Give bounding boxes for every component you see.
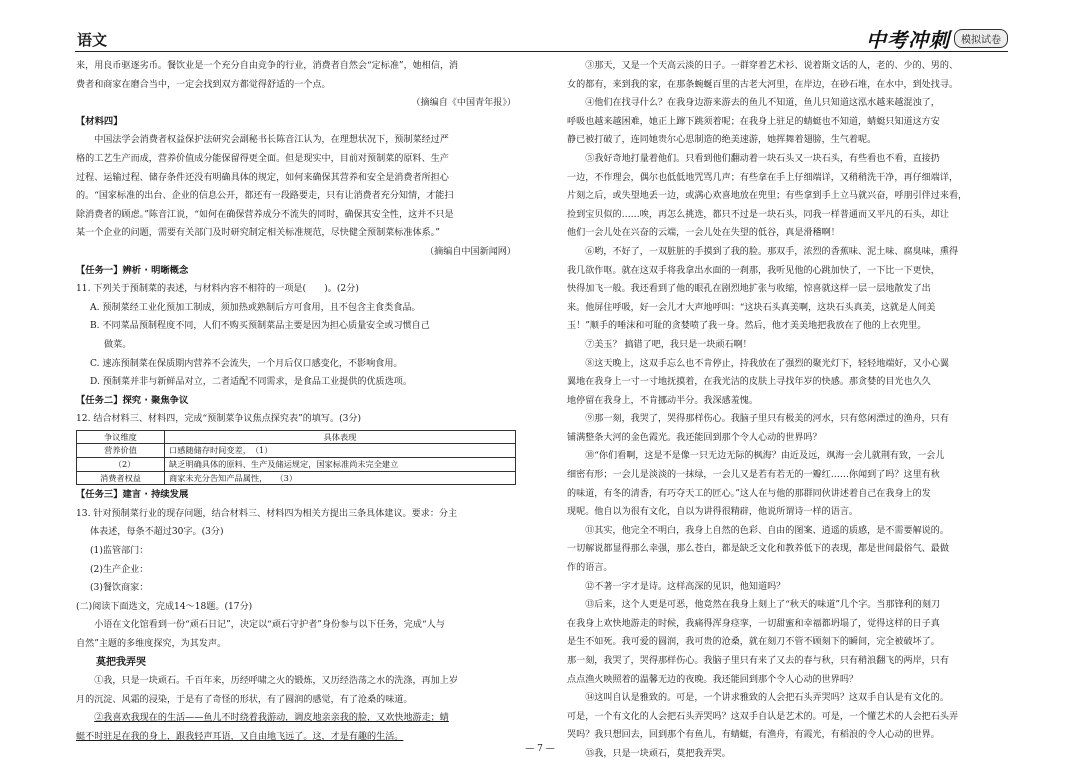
material-four-label: 【材料四】 [76, 115, 123, 127]
left-column [76, 57, 516, 747]
essay-paragraph: 捡到宝贝似的……唉，再怎么挑选，都只不过是一块石头，同我一样普通而又平凡的石头，却让 [567, 209, 949, 220]
option-b-cont: 做菜。 [104, 339, 132, 350]
essay-paragraph: 片刻之后，或失望地丢一边，或满心欢喜地放在兜里；有些拿到手上立马就兴奋，呼朋引伴过来看， [567, 191, 968, 202]
brand-title: 中考冲刺 [866, 28, 950, 52]
essay-paragraph: ⑮我，只是一块顽石，莫把我弄哭。 [585, 748, 731, 759]
essay-paragraph: 玉！”顺手的唾沫和可耻的贪婪喷了我一身。然后，他才美美地把我放在了他的上衣兜里。 [567, 321, 927, 332]
essay-paragraph: ⑥哟，不好了，一双脏脏的手摸到了我的脸。那双手，浓烈的香蕉味、泥土味、腐臭味，熏得 [585, 246, 959, 257]
essay-paragraph: 那一刻，我哭了，哭得那样伤心。我脑子里只有来了又去的春与秋，只有稍浪翻飞的两岸，只有 [567, 656, 949, 666]
essay-paragraph: 女的都有，来到我的家，在那条蜿蜒百里的古老大河里，在岸边，在砂石堆，在水中，到处找寻。 [567, 79, 959, 90]
essay-paragraph: 点点渔火映照着的温馨无边的夜晚。我还能回到那个令人心动的世界吗？ [567, 674, 859, 685]
essay-paragraph: ⑭这叫自认是雅致的。可是，一个讲求雅致的人会把石头弄哭吗？这双手自认是有文化的。 [585, 693, 949, 704]
answer-slot-merchant: (3)餐饮商家： [90, 583, 149, 594]
essay-paragraph: 作的语言。 [567, 563, 613, 574]
question-11: 11. 下列关于预制菜的表述，与材料内容不相符的一项是( )。(2分) [76, 284, 359, 295]
essay-paragraph: 他们一会儿处在兴奋的云端，一会儿处在失望的低谷，真是滑稽啊！ [567, 228, 840, 239]
task-three-heading: 【任务三】建言 · 持续发展 [76, 489, 189, 501]
dimension-cell: 营养价值 [77, 444, 165, 458]
essay-paragraph: 在我身上欢快地游走的时候，我痛得浑身痉挛，一切甜蜜和幸福都坍塌了，觉得这样的日子真 [567, 618, 940, 629]
essay-paragraph: 铺满整条大河的金色霞光。我还能回到那个令人心动的世界吗？ [567, 432, 822, 443]
brand-tag: 模拟试卷 [954, 29, 1008, 48]
task-one-heading: 【任务一】辨析 · 明晰概念 [76, 264, 189, 276]
task-two-heading: 【任务二】探究 · 聚焦争议 [76, 394, 189, 406]
table-row [77, 458, 516, 472]
essay-paragraph: 我几欲作呕。就在这双手将我拿出水面的一刹那，我听见他的心跳加快了，一下比一下更快， [567, 265, 940, 276]
table-row [77, 444, 516, 458]
essay-paragraph: ⑬后来，这个人更是可恶，他竟然在我身上刻上了“秋天的味道”几个字。当那锋利的刻刀 [585, 600, 941, 611]
essay-paragraph: 月的沉淀、风霜的浸染，于是有了奇怪的形状，有了圆润的感觉，有了沧桑的味道。 [76, 694, 413, 705]
essay-paragraph: ④他们在找寻什么？在我身边游来游去的鱼儿不知道，鱼儿只知道这泓水越来越混浊了， [585, 98, 940, 109]
material-four-line: 除消费者的顾虑。”陈音江说，“如何在确保营养成分不流失的同时，确保其安全性，这并不只是 [76, 209, 454, 220]
dispute-table [76, 430, 516, 485]
table-header-row [77, 430, 516, 444]
essay-paragraph: 静已被打破了，连同她贵尔心思制造的绝美速游，她挥舞着翅膀，生气着呢。 [567, 135, 877, 146]
essay-paragraph: ①我，只是一块顽石。千百年来，历经呼啸之火的锻炼，又历经浩荡之水的洗涤，再加上岁 [94, 676, 458, 687]
intro-line: 费者和商家在磨合当中，一定会找到双方都觉得舒适的一个点。 [76, 79, 331, 90]
essay-paragraph: 一边，不作理会，偶尔也低低地咒骂几声；有些拿在手上仔细端详，又稍稍洗干净，再仔细端详， [567, 172, 959, 183]
option-a: A. 预制菜经工业化预加工制成，须加热或熟制后方可食用，且不包含主食类食品。 [90, 302, 421, 313]
material-four-line: 的。“国家标准的出台、企业的信息公开，都还有一段路要走，只有让消费者充分知情，才能扫 [76, 191, 454, 202]
option-d: D. 预制菜并非与新鲜品对立，二者适配不同需求，是食品工业提供的优质选项。 [90, 377, 412, 388]
essay-paragraph: ⑪其实，他完全不明白，我身上自然的色彩、自由的图案、逍遥的质感，是不需要解说的。 [585, 525, 949, 536]
material-four-line: 格的工艺生产而成，营养价值成分能保留得更全面。但是现实中，目前对预制菜的原料、生产 [76, 153, 449, 164]
essay-paragraph: ⑨那一刻，我哭了，哭得那样伤心。我脑子里只有极美的河水，只有悠闲漂过的渔舟，只有 [585, 414, 949, 425]
essay-paragraph: 快得加飞一般。我还看到了他的眼孔在剧烈地扩张与收缩，惊喜就这样一层一层地散发了出 [567, 284, 931, 295]
option-b: B. 不同菜品预制程度不同，人们不购买预制菜品主要是因为担心质量安全或习惯自己 [90, 321, 430, 332]
question-13: 13. 针对预制菜行业的现存问题，结合材料三、材料四为相关方提出三条具体建议。要求：分主 [76, 508, 458, 519]
description-cell: 口感随储存时间变差， （1） [165, 444, 516, 458]
essay-paragraph-underlined: 蜓不时驻足在我的身上，跟我轻声耳语，又自由地飞远了。这，才是有趣的生活。 [76, 731, 404, 742]
dimension-cell: 消费者权益 [77, 471, 165, 485]
option-c: C. 速冻预制菜在保质期内营养不会流失，一个月后仅口感变化，不影响食用。 [90, 358, 403, 369]
essay-paragraph: ⑫不著一字才是诗。这样高深的见识，他知道吗？ [585, 581, 786, 592]
table-header-cell: 争议维度 [77, 430, 165, 444]
answer-slot-producer: (2)生产企业： [90, 564, 149, 575]
page-header [75, 22, 1008, 52]
essay-paragraph: 地停留在我身上，不肯挪动半分。我深感羞愧。 [567, 395, 758, 406]
intro-line: 来，用良币驱逐劣币。餐饮业是一个充分自由竞争的行业，消费者自然会“定标准”，她相信，消 [76, 61, 459, 71]
dimension-cell: （2） [77, 458, 165, 472]
material-four-line: 中国法学会消费者权益保护法研究会副秘书长陈音江认为，在理想状况下，预制菜经过严 [94, 135, 449, 146]
question-12: 12. 结合材料三、材料四，完成“预制菜争议焦点探究表”的填写。(3分) [76, 414, 362, 425]
material-four-line: 过程、运输过程、储存条件还没有明确具体的规定，如何来确保其营养和安全是消费者所担心 [76, 172, 449, 183]
essay-paragraph: 来。他屏住呼吸，好一会儿才大声地呼叫：“这块石头真美啊，这块石头真美，这就是人间美 [567, 302, 936, 313]
essay-paragraph: ⑦美玉？ 搞错了吧，我只是一块顽石啊！ [585, 339, 752, 350]
question-13-cont: 体表述，每条不超过30字。(3分) [90, 527, 224, 538]
essay-paragraph: 一切解说都显得那么幸强，那么苍白，都是缺乏文化和教养低下的表现，都是世间最俗气、最做 [567, 544, 949, 555]
essay-paragraph: 哭吗？我只想回去，回到那个有鱼儿，有蜻蜓，有渔舟，有霞光，有稻浪的令人心动的世界。 [567, 730, 940, 741]
essay-paragraph: 细密有形；一会儿是淡淡的一抹绿，一会儿又是若有若无的一瓣红……你闻到了吗？这里有秋 [567, 470, 940, 481]
essay-paragraph: ⑧这天晚上，这双手忘么也不肯停止，持我放在了强烈的聚光灯下，轻轻地端好，又小心翼 [585, 358, 949, 369]
subject-label: 语文 [77, 31, 108, 49]
source-note: （摘编自《中国青年报》） [411, 98, 516, 109]
section-two-intro: 小语在文化馆看到一份“顽石日记”，决定以“顽石守护者”身份参与以下任务，完成“人与 [94, 620, 445, 631]
essay-paragraph: ⑩“你们看啊，这是不是像一只无边无际的枫海？由近及远，飒海一会儿就荆有致，一会儿 [585, 451, 945, 462]
table-header-cell: 具体表现 [165, 430, 516, 444]
section-two-heading: (二)阅读下面选文，完成14～18题。(17分) [76, 601, 253, 612]
right-column [567, 57, 1011, 764]
answer-slot-regulator: (1)监管部门： [90, 546, 149, 557]
description-cell: 缺乏明确具体的原料、生产及储运规定，国家标准尚未完全建立 [165, 458, 516, 472]
source-note: （摘编自中国新闻网） [425, 246, 516, 257]
essay-paragraph: 可是，一个有文化的人会把石头弄哭吗？这双手自认是艺术的。可是，一个懂艺术的人会把石头弄 [567, 711, 959, 722]
essay-title: 莫把我弄哭 [96, 656, 146, 668]
page-number: — 7 — [525, 744, 555, 754]
essay-paragraph: 现呢。他自以为很有文化，自以为讲得很精辟，他说所谓诗一样的语言。 [567, 507, 859, 518]
brand-logo [866, 24, 1008, 53]
essay-paragraph: 翼地在我身上一寸一寸地抚摸着，在我光洁的皮肤上寻找年岁的快感。那贪婪的目光也久久 [567, 377, 931, 388]
essay-paragraph: 呼吸也越来越困难，她正上蹿下跳须着呢；在我身上驻足的蜻蜓也不知道，蜻蜓只知道这方安 [567, 116, 940, 127]
table-row [77, 471, 516, 485]
section-two-intro: 自然”主题的多维度探究，为其发声。 [76, 639, 227, 649]
essay-paragraph: ③那天，又是一个天高云淡的日子。一群穿着艺术衫、说着斯文话的人，老的、少的、男的、 [585, 61, 959, 71]
description-cell: 商家未充分告知产品属性， （3） [165, 471, 516, 485]
essay-paragraph: 的味道，有冬的清香，有巧夺天工的匠心。”这人在与他的那群同伙讲述着自己在我身上的发 [567, 488, 931, 499]
essay-paragraph-underlined: ②我喜欢我现在的生活——鱼儿不时绕着我游动，调皮地亲亲我的脸，又欢快地游走；蜻 [94, 713, 449, 724]
material-four-line: 某一个企业的问题，需要有关部门及时研究制定相关标准规范，尽快健全预制菜标准体系。” [76, 228, 440, 239]
essay-paragraph: 是生不如死。我可爱的圆润，我可贵的沧桑，就在刻刀不管不顾刻下的瞬间，完全被破坏了。 [567, 637, 940, 648]
essay-paragraph: ⑤我好奇地打量着他们。只看到他们翻动着一块石头又一块石头，有些看也不看，直接扔 [585, 153, 940, 164]
